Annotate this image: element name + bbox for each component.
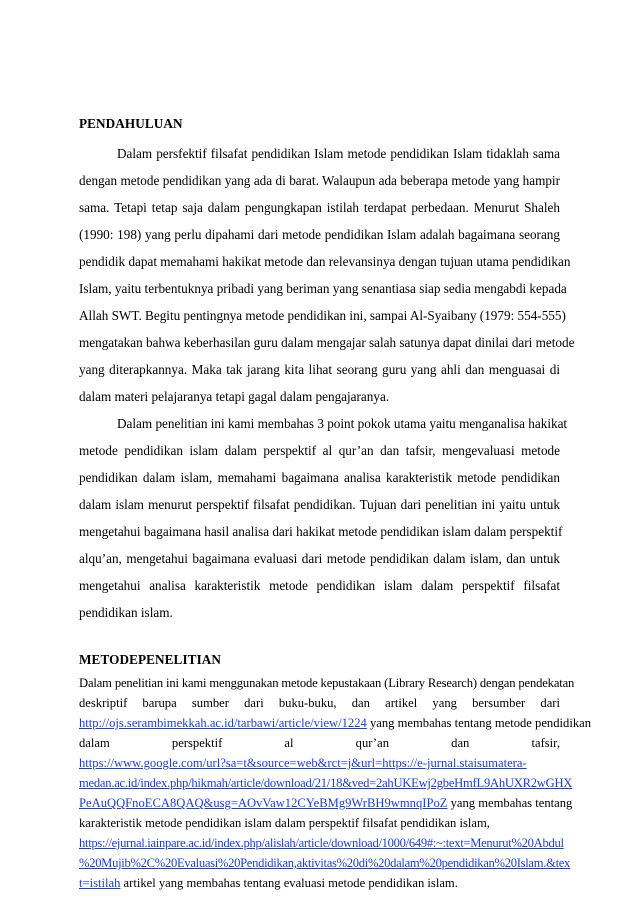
paragraph-line: Allah SWT. Begitu pentingnya metode pendidikan ini, sampai Al-Syaibany (1979: 554-555) [79, 308, 566, 323]
paragraph-line: dengan metode pendidikan yang ada di barat. Walaupun ada beberapa metode yang hampir [79, 173, 560, 188]
paragraph-line: pendidikan islam. [79, 605, 173, 620]
paragraph-line: pendidik dapat memahami hakikat metode dan relevansinya dengan tujuan utama pendidikan [79, 254, 571, 269]
link-ejurnal-iainpare-part3[interactable]: t=istilah [79, 876, 121, 890]
paragraph-line: mengatakan bahwa keberhasilan guru dalam mengajar salah satunya dapat dinilai dari metode [79, 335, 575, 350]
link-google-url-part2[interactable]: medan.ac.id/index.php/hikmah/article/download/21/18&ved=2ahUKEwj2gbeHmfL9AhUXR2wGHX [79, 776, 573, 790]
paragraph-line: dalam islam menurut perspektif filsafat pendidikan. Tujuan dari penelitian ini yaitu untuk [79, 497, 560, 512]
paragraph-line: alqu’an, mengetahui bagaimana evaluasi dari metode pendidikan dalam islam, dan untuk [79, 551, 560, 566]
link-trailing-text: artikel yang membahas tentang evaluasi metode pendidikan islam. [120, 876, 458, 890]
paragraph-line: Dalam penelitian ini kami membahas 3 point pokok utama yaitu menganalisa hakikat [117, 416, 568, 431]
paragraph-line: deskriptif barupa sumber dari buku-buku, dan artikel yang bersumber dari [79, 696, 560, 710]
link-ojs-serambimekkah[interactable]: http://ojs.serambimekkah.ac.id/tarbawi/article/view/1224 [79, 716, 367, 730]
link-google-url-part1[interactable]: https://www.google.com/url?sa=t&source=web&rct=j&url=https://e-jurnal.staisumatera- [79, 756, 527, 770]
paragraph-line [79, 716, 592, 731]
paragraph-line: Islam, yaitu terbentuknya pribadi yang beriman yang senantiasa siap sedia mengabdi kepada [79, 281, 567, 296]
paragraph-line: dalam perspektif al qur’an dan tafsir, [79, 736, 560, 750]
paragraph-line [79, 876, 560, 891]
paragraph-line [79, 856, 571, 871]
paragraph-line: dalam materi pelajaranya tetapi gagal dalam pengajaranya. [79, 389, 390, 404]
link-ejurnal-iainpare-part2[interactable]: %20Mujib%2C%20Evaluasi%20Pendidikan,aktivitas%20di%20dalam%20pendidikan%20Islam.&tex [79, 856, 571, 870]
paragraph-line: yang diterapkannya. Maka tak jarang kita lihat seorang guru yang ahli dan menguasai di [79, 362, 560, 377]
link-ejurnal-iainpare-part1[interactable]: https://ejurnal.iainpare.ac.id/index.php/alislah/article/download/1000/649#:~:text=Menurut%20Abdul [79, 836, 564, 850]
paragraph-line [79, 756, 560, 771]
paragraph-line: pendidikan dalam islam, memahami bagaimana analisa karakteristik metode pendidikan [79, 470, 560, 485]
paragraph-line: (1990: 198) yang perlu dipahami dari metode pendidikan Islam adalah bagaimana seorang [79, 227, 560, 242]
link-google-url-part3[interactable]: PeAuQQFnoECA8QAQ&usg=AOvVaw12CYeBMg9WrBH9wmnqIPoZ [79, 796, 448, 810]
link-trailing-text: yang membahas tentang [447, 796, 573, 810]
section-heading-metode-penelitian: METODEPENELITIAN [79, 652, 222, 667]
paragraph-line: Dalam persfektif filsafat pendidikan Islam metode pendidikan Islam tidaklah sama [117, 146, 560, 161]
paragraph-line: sama. Tetapi tetap saja dalam pengungkapan istilah terdapat perbedaan. Menurut Shaleh [79, 200, 560, 215]
paragraph-line [79, 796, 573, 811]
paragraph-line: mengetahui bagaimana hasil analisa dari hakikat metode pendidikan islam dalam perspektif [79, 524, 563, 539]
link-trailing-text: yang membahas tentang metode pendidikan [366, 716, 592, 730]
paragraph-line: karakteristik metode pendidikan islam dalam perspektif filsafat pendidikan islam, [79, 816, 490, 830]
paragraph-line: mengetahui analisa karakteristik metode pendidikan islam dalam perspektif filsafat [79, 578, 560, 593]
section-heading-pendahuluan: PENDAHULUAN [79, 116, 183, 131]
paragraph-line [79, 776, 573, 791]
paragraph-line: Dalam penelitian ini kami menggunakan metode kepustakaan (Library Research) dengan pendekatan [79, 676, 575, 690]
paragraph-line [79, 836, 564, 851]
paragraph-line: metode pendidikan islam dalam perspektif al qur’an dan tafsir, mengevaluasi metode [79, 443, 560, 458]
